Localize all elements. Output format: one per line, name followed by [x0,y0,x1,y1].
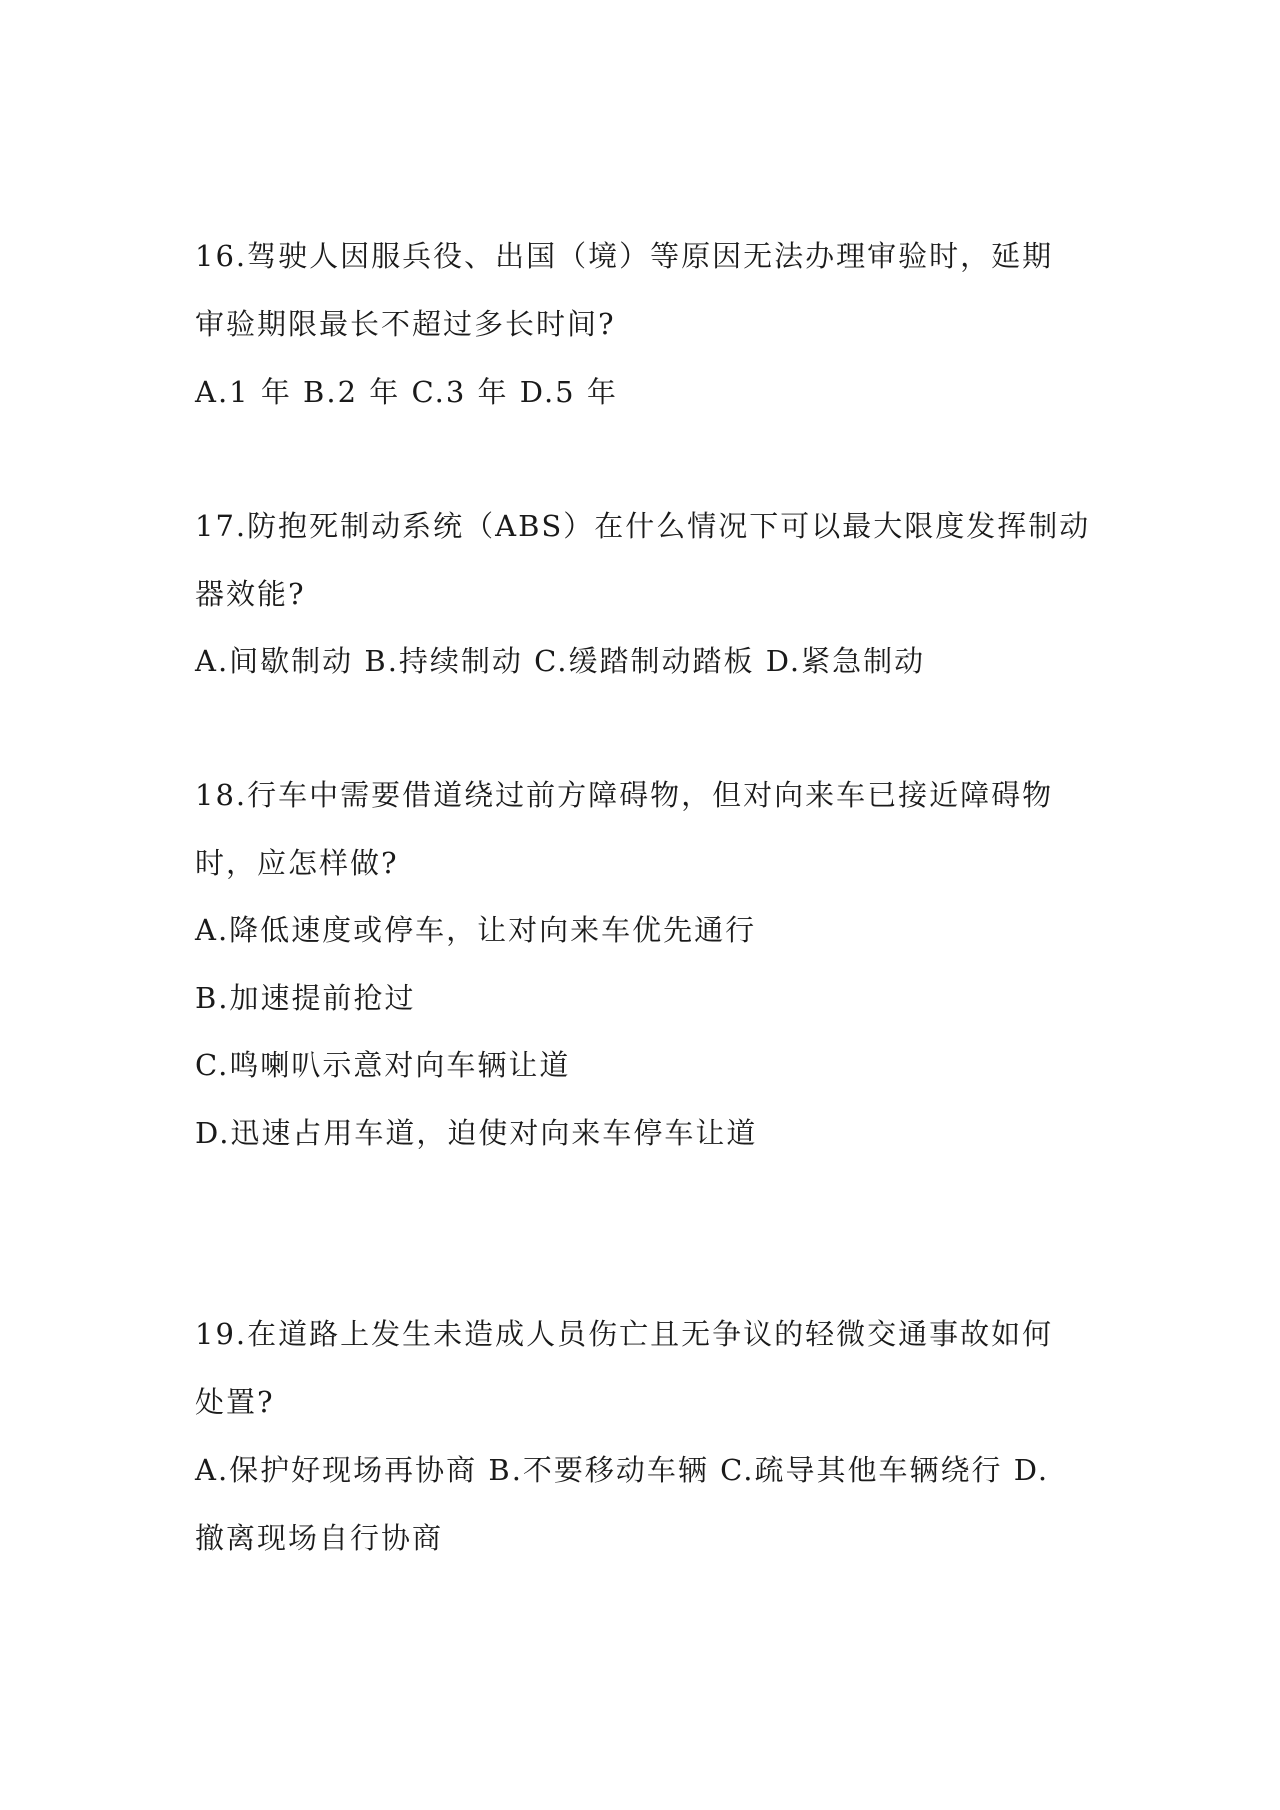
question-18-stem-line-2: 时，应怎样做? [195,846,399,880]
question-17-stem-line-2: 器效能? [195,577,306,611]
question-18-option-a: A.降低速度或停车，让对向来车优先通行 [195,913,757,947]
question-16-stem-line-2: 审验期限最长不超过多长时间? [195,307,616,341]
question-18-stem-line-1: 18.行车中需要借道绕过前方障碍物，但对向来车已接近障碍物 [195,778,1054,812]
question-17-stem-line-1: 17.防抱死制动系统（ABS）在什么情况下可以最大限度发挥制动 [195,509,1091,543]
question-16-stem-line-1: 16.驾驶人因服兵役、出国（境）等原因无法办理审验时，延期 [195,239,1054,273]
question-18-option-d: D.迅速占用车道，迫使对向来车停车让道 [195,1116,758,1150]
question-17-options: A.间歇制动 B.持续制动 C.缓踏制动踏板 D.紧急制动 [195,644,926,678]
question-16-options: A.1 年 B.2 年 C.3 年 D.5 年 [195,375,618,409]
question-19-stem-line-1: 19.在道路上发生未造成人员伤亡且无争议的轻微交通事故如何 [195,1317,1054,1351]
question-19-options-line-1: A.保护好现场再协商 B.不要移动车辆 C.疏导其他车辆绕行 D. [195,1453,1050,1487]
question-19-options-line-2: 撤离现场自行协商 [195,1521,444,1555]
question-18-option-c: C.鸣喇叭示意对向车辆让道 [195,1048,571,1082]
question-18-option-b: B.加速提前抢过 [195,981,416,1015]
question-19-stem-line-2: 处置? [195,1385,275,1419]
